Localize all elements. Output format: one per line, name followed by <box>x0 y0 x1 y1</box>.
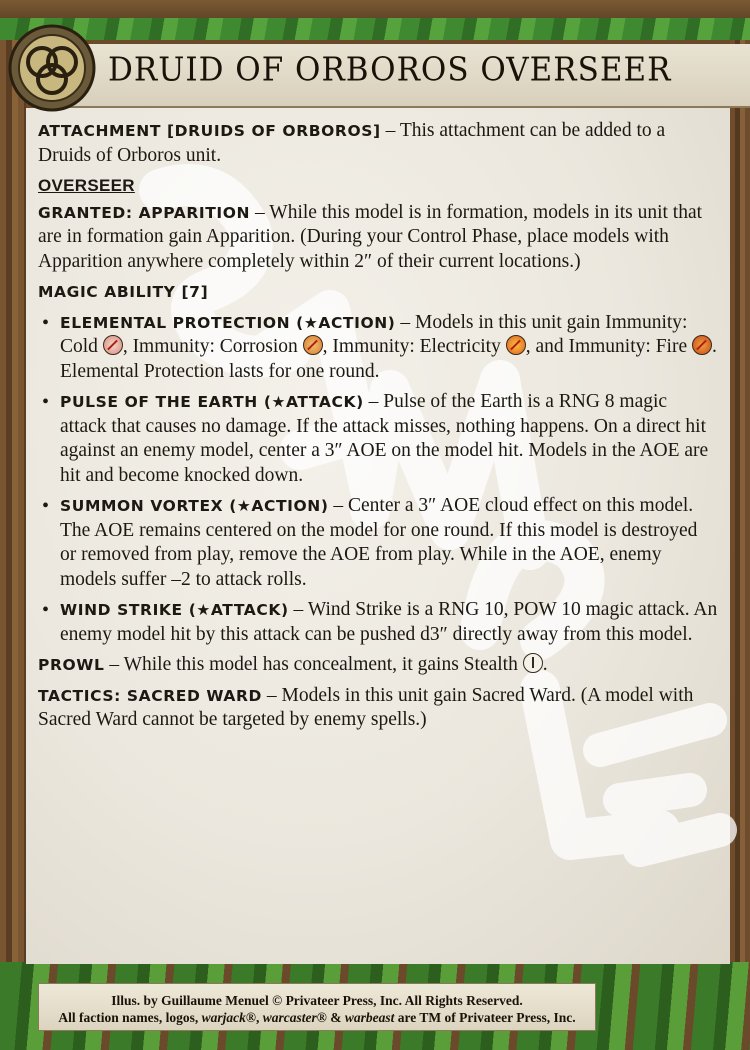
rules-text <box>38 119 718 739</box>
rule-text: – Models in this unit gain Sacred Ward. (A model with Sacred Ward cannot be targeted by enemy spells.) <box>38 684 694 730</box>
footer-text: ® & <box>316 1010 345 1025</box>
rule-text: – While this model is in formation, models in its unit that are in formation gain Apparition. (During your Control Phase, place models with Apparition anywhere completely within 2″ of their current locations.) <box>38 201 703 272</box>
ability-keyword: PULSE OF THE EARTH (★ATTACK) <box>60 393 364 411</box>
immunity-electricity-icon <box>506 335 526 355</box>
ability-text: – Pulse of the Earth is a RNG 8 magic attack that causes no damage. If the attack misses, nothing happens. On a direct hit against an enemy model, center a 3″ AOE on the model hit. Models in the AOE are hit and become knocked down. <box>60 391 709 486</box>
rule-prowl <box>38 653 718 678</box>
rule-text: – This attachment can be added to a Druids of Orboros unit. <box>38 120 666 166</box>
copyright-footer <box>38 983 596 1031</box>
footer-line-1: Illus. by Guillaume Menuel © Privateer Press, Inc. All Rights Reserved. <box>111 993 523 1008</box>
footer-text: warjack <box>201 1010 246 1025</box>
rule-granted-apparition <box>38 201 718 275</box>
magic-ability-heading: MAGIC ABILITY [7] <box>38 283 209 301</box>
list-item <box>60 311 718 385</box>
rule-keyword: PROWL <box>38 656 105 674</box>
ability-keyword: ELEMENTAL PROTECTION (★ACTION) <box>60 313 396 332</box>
immunity-fire-icon <box>692 335 712 355</box>
ability-text: , Immunity: Corrosion <box>122 336 303 357</box>
ability-text: – Center a 3″ AOE cloud effect on this model. The AOE remains centered on the model for one round. If this model is destroyed or removed from play, remove the AOE from play. While in the AOE, enemy models suffer –2 to attack rolls. <box>60 495 698 590</box>
magic-ability-list <box>38 311 718 648</box>
ability-keyword: SUMMON VORTEX (★ACTION) <box>60 497 329 515</box>
rule-attachment <box>38 119 718 168</box>
list-item <box>60 494 718 592</box>
rule-tactics-sacred-ward <box>38 684 718 733</box>
card-frame-left <box>0 40 26 970</box>
immunity-cold-icon <box>103 335 123 355</box>
rule-keyword: GRANTED: APPARITION <box>38 203 251 222</box>
immunity-corrosion-icon <box>303 335 323 355</box>
footer-text: ®, <box>245 1010 263 1025</box>
footer-text: All faction names, logos, <box>58 1010 202 1025</box>
ability-text: . Elemental Protection lasts for one round. <box>60 336 717 382</box>
footer-text: warbeast <box>344 1010 395 1025</box>
list-item <box>60 390 718 488</box>
card-title: DRUID OF ORBOROS OVERSEER <box>108 51 672 89</box>
circles-of-orboros-emblem-icon <box>6 22 98 114</box>
rule-text: – While this model has concealment, it gains Stealth <box>104 654 523 675</box>
rule-keyword: ATTACHMENT [DRUIDS OF ORBOROS] <box>38 122 381 140</box>
rule-keyword: TACTICS: SACRED WARD <box>38 686 263 705</box>
card-frame-vine-band <box>0 18 750 40</box>
ability-text: , Immunity: Electricity <box>322 336 506 357</box>
ability-keyword: WIND STRIKE (★ATTACK) <box>60 601 289 619</box>
ability-text: – Wind Strike is a RNG 10, POW 10 magic attack. An enemy model hit by this attack can be pushed d3″ directly away from this model. <box>60 599 718 645</box>
section-heading-overseer: OVERSEER <box>38 176 135 195</box>
ability-text: , and Immunity: Fire <box>525 336 692 357</box>
ability-text: – Models in this unit gain Immunity: Cold <box>60 311 688 357</box>
list-item <box>60 598 718 647</box>
footer-text: warcaster <box>262 1010 317 1025</box>
rule-magic-ability <box>38 280 718 305</box>
footer-text: are TM of Privateer Press, Inc. <box>394 1010 576 1025</box>
stealth-icon <box>523 653 543 673</box>
rule-text: . <box>542 654 548 675</box>
footer-line-2 <box>39 1009 595 1026</box>
